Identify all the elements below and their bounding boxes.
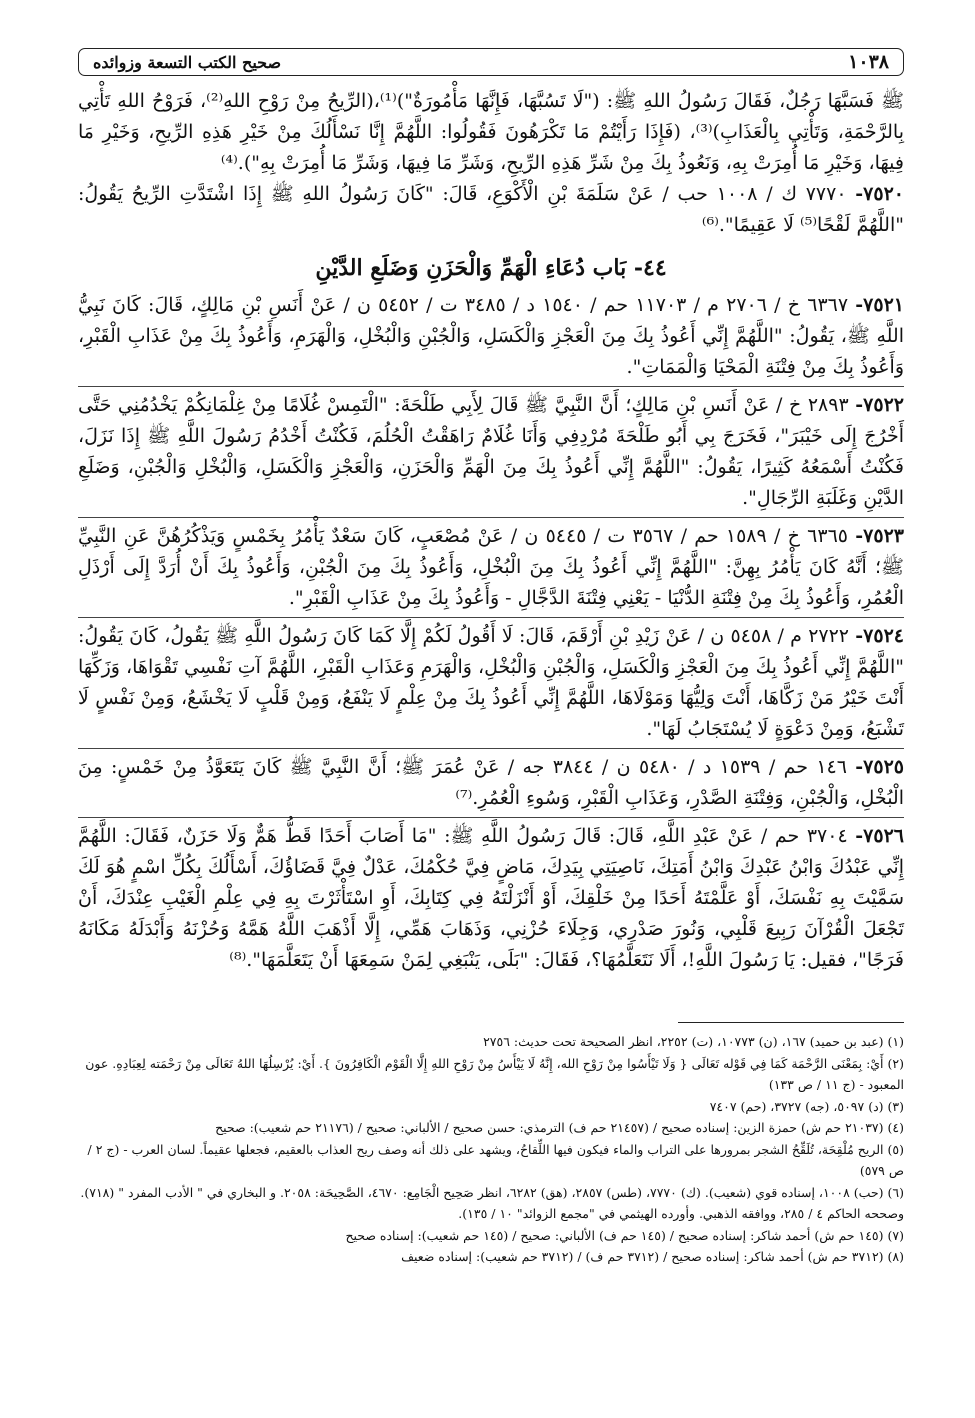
footnote-rule xyxy=(678,1022,904,1023)
hadith-number: ٧٥٢٥- xyxy=(855,756,904,778)
hadith-7526 xyxy=(78,821,904,976)
hadith-text: ٦٣٦٥ خ / ١٥٨٩ حم / ٣٥٦٧ ت / ٥٤٤٥ ن / عَنْ مُصْعَبٍ، كَانَ سَعْدٌ يَأْمُرُ بِخَمْسٍ وَيَذْكُرُهُنَّ عَنِ النَّبِيِّ ﷺ؛ أَنَّهُ كَانَ يَأْمُرُ بِهِنَّ: "اللَّهُمَّ إِنِّي أَعُوذُ بِكَ مِنَ الْبُخْلِ، وَأَعُوذُ بِكَ مِنَ الْجُبْنِ، وَأَعُوذُ بِكَ أَنْ أُرَدَّ إِلَى أَرْذَلِ الْعُمُرِ، وَأَعُوذُ بِكَ مِنْ فِتْنَةِ الدُّنْيَا - يَعْنِي فِتْنَةَ الدَّجَّالِ - وَأَعُوذُ بِكَ مِنْ عَذَابِ الْقَبْرِ". xyxy=(78,525,904,609)
hadith-7523 xyxy=(78,521,904,614)
footnotes xyxy=(78,1031,904,1268)
hadith-7520 xyxy=(78,179,904,241)
footnote-item: (٣) (د) ٥٠٩٧، (جه) ٣٧٢٧، (حم) ٧٤٠٧ xyxy=(709,1098,904,1114)
divider xyxy=(78,748,904,749)
footnote-item: (٢) أَيْ: بِمَعْنَى الرَّحْمَة كَمَا فِي قَوْله تَعَالَى { وَلَا تَيْأَسُوا مِنْ رَوْحِ الله، إِنَّهُ لَا يَيْأَسُ مِنْ رَوْحِ اللهِ إِلَّا الْقَوْم الْكَافِرُونَ }. أَيْ: يُرْسِلُهَا اللهُ تَعَالَى مِنْ رَحْمَته لِعِبَادِهِ. عون المعبود - (ج ١١ / ص ١٣٣) xyxy=(85,1055,904,1092)
hadith-text: ٢٨٩٣ خ / عَنْ أَنَسِ بْنِ مَالِكٍ؛ أَنَّ النَّبِيَّ ﷺ قَالَ لِأَبِي طَلْحَةَ: "الْتَمِسْ غُلَامًا مِنْ غِلْمَانِكُمْ يَخْدُمُنِي حَتَّى أَخْرُجَ إِلَى خَيْبَرَ"، فَخَرَجَ بِي أَبُو طَلْحَةَ مُرْدِفِي وَأَنَا غُلَامٌ رَاهَقْتُ الْحُلُمَ، فَكُنْتُ أَخْدُمُ رَسُولَ اللَّهِ ﷺ إِذَا نَزَلَ، فَكُنْتُ أَسْمَعُهُ كَثِيرًا، يَقُولُ: "اللَّهُمَّ إِنِّي أَعُوذُ بِكَ مِنَ الْهَمِّ وَالْحَزَنِ، وَالْعَجْزِ وَالْكَسَلِ، وَالْبُخْلِ وَالْجُبْنِ، وَضَلَعِ الدَّيْنِ وَغَلَبَةِ الرِّجَالِ". xyxy=(78,394,904,509)
divider xyxy=(78,817,904,818)
divider xyxy=(78,386,904,387)
hadith-text: ٦٣٦٧ خ / ٢٧٠٦ م / ١١٧٠٣ حم / ١٥٤٠ د / ٣٤٨٥ ت / ٥٤٥٢ ن / عَنْ أَنَسِ بْنِ مَالِكٍ، قَالَ: كَانَ نَبِيُّ اللَّهِ ﷺ، يَقُولُ: "اللَّهُمَّ إِنِّي أَعُوذُ بِكَ مِنَ الْعَجْزِ وَالْكَسَلِ، وَالْجُبْنِ وَالْبُخْلِ، وَالْهَرَمِ، وَأَعُوذُ بِكَ مِنْ عَذَابِ الْقَبْرِ، وَأَعُوذُ بِكَ مِنْ فِتْنَةِ الْمَحْيَا وَالْمَمَاتِ". xyxy=(78,294,904,378)
book-title: صحيح الكتب التسعة وزوائده xyxy=(93,52,282,72)
hadith-number: ٧٥٢٠- xyxy=(855,183,904,205)
hadith-text: ١٤٦ حم / ١٥٣٩ د / ٥٤٨٠ ن / ٣٨٤٤ جه / عَنْ عُمَرَ ﷺ؛ أَنَّ النَّبِيَّ ﷺ كَانَ يَتَعَوَّذُ مِنْ خَمْسٍ: مِنَ الْبُخْلِ، وَالْجُبْنِ، وَفِتْنَةِ الصَّدْرِ، وَعَذَابِ الْقَبْرِ، وَسُوءِ الْعُمُرِ.⁽⁷⁾ xyxy=(78,756,904,809)
book-page xyxy=(78,48,904,1398)
hadith-7524 xyxy=(78,621,904,745)
hadith-7521 xyxy=(78,290,904,383)
hadith-continuation: ﷺ فَسَبَّهَا رَجُلٌ، فَقَالَ رَسُولُ اللهِ ﷺ: ("لَا تَسُبَّهَا، فَإِنَّهَا مَأْمُورَةٌ")⁽¹⁾،(الرِّيحُ مِنْ رَوْحِ اللهِ⁽²⁾، فَرَوْحُ اللهِ تَأْتِي بِالرَّحْمَةِ، وَتَأْتِي بِالْعَذَابِ)⁽³⁾، (فَإِذَا رَأَيْتُمْ مَا تَكْرَهُونَ فَقُولُوا: اللَّهُمَّ إِنَّا نَسْأَلُكَ مِنْ خَيْرِ هَذِهِ الرِّيحِ، وَخَيْرِ مَا فِيهَا، وَخَيْرِ مَا أُمِرَتْ بِهِ، وَنَعُوذُ بِكَ مِنْ شَرِّ هَذِهِ الرِّيحِ، وَشَرِّ مَا فِيهَا، وَشَرِّ مَا أُمِرَتْ بِهِ").⁽⁴⁾ xyxy=(78,90,904,174)
page-header xyxy=(78,48,904,76)
hadith-text: ٢٧٢٢ م / ٥٤٥٨ ن / عَنْ زَيْدِ بْنِ أَرْقَمَ، قَالَ: لَا أَقُولُ لَكُمْ إِلَّا كَمَا كَانَ رَسُولُ اللَّهِ ﷺ يَقُولُ، كَانَ يَقُولُ: "اللَّهُمَّ إِنِّي أَعُوذُ بِكَ مِنَ الْعَجْزِ وَالْكَسَلِ، وَالْجُبْنِ وَالْبُخْلِ، وَالْهَرَمِ وَعَذَابِ الْقَبْرِ، اللَّهُمَّ آتِ نَفْسِي تَقْوَاهَا، وَزَكِّهَا أَنْتَ خَيْرُ مَنْ زَكَّاهَا، أَنْتَ وَلِيُّهَا وَمَوْلَاهَا، اللَّهُمَّ إِنِّي أَعُوذُ بِكَ مِنْ عِلْمٍ لَا يَنْفَعُ، وَمِنْ قَلْبٍ لَا يَخْشَعُ، وَمِنْ نَفْسٍ لَا تَشْبَعُ، وَمِنْ دَعْوَةٍ لَا يُسْتَجَابُ لَهَا". xyxy=(78,625,904,740)
hadith-text: ٣٧٠٤ حم / عَنْ عَبْدِ اللَّهِ، قَالَ: قَالَ رَسُولُ اللَّهِ ﷺ: "مَا أَصَابَ أَحَدًا قَطُّ هَمٌّ وَلَا حَزَنٌ، فَقَالَ: اللَّهُمَّ إِنِّي عَبْدُكَ وَابْنُ عَبْدِكَ وَابْنُ أَمَتِكَ، نَاصِيَتِي بِيَدِكَ، مَاضٍ فِيَّ حُكْمُكَ، عَدْلٌ فِيَّ قَضَاؤُكَ، أَسْأَلُكَ بِكُلِّ اسْمٍ هُوَ لَكَ سَمَّيْتَ بِهِ نَفْسَكَ، أَوْ عَلَّمْتَهُ أَحَدًا مِنْ خَلْقِكَ، أَوْ أَنْزَلْتَهُ فِي كِتَابِكَ، أَوِ اسْتَأْثَرْتَ بِهِ فِي عِلْمِ الْغَيْبِ عِنْدَكَ، أَنْ تَجْعَلَ الْقُرْآنَ رَبِيعَ قَلْبِي، وَنُورَ صَدْرِي، وَجِلَاءَ حُزْنِي، وَذَهَابَ هَمِّي، إِلَّا أَذْهَبَ اللَّهُ هَمَّهُ وَحُزْنَهُ وَأَبْدَلَهُ مَكَانَهُ فَرَجًا"، فقيل: يَا رَسُولَ اللَّهِ!، أَلَا نَتَعَلَّمُهَا؟، فَقَالَ: "بَلَى، يَنْبَغِي لِمَنْ سَمِعَهَا أَنْ يَتَعَلَّمَهَا".⁽⁸⁾ xyxy=(78,825,904,971)
footnote-item: (٦) (حب) ١٠٠٨، إسناده قوي (شعيب). (ك) ٧٧٧٠، (طس) ٢٨٥٧، (هق) ٦٢٨٢، انظر صَحِيح الْجَامِع: ٤٦٧٠، الصَّحِيحَة: ٢٠٥٨. و البخاري في " الأدب المفرد " (٧١٨). وصححه الحاكم ٤ / ٢٨٥، ووافقه الذهبي. وأورده الهيثمي في "مجمع الزوائد" ١٠ / ١٣٥). xyxy=(80,1184,904,1221)
hadith-number: ٧٥٢٣- xyxy=(855,525,904,547)
footnote-item: (٨) (٣٧١٢ حم ش) أحمد شاكر: إسناده صحيح / (٣٧١٢ حم ف) / (٣٧١٢ حم شعيب): إسناده ضعيف xyxy=(401,1249,904,1264)
footnote-item: (٥) الريح مُلْقِحَة، تُلَقِّحُ الشجر بمرورها على التراب والماء فيكون فيها اللِّقاحُ، ويشهد على ذلك أنه وصف ريح العذاب بالعقيم، فجعلها عقيماً. لسان العرب - (ج ٢ / ص ٥٧٩) xyxy=(87,1141,904,1178)
hadith-7522 xyxy=(78,390,904,514)
footnote-item: (١) (عبد بن حميد) ١٦٧، (ن) ١٠٧٧٣، (ت) ٢٢٥٢، انظر الصحيحة تحت حديث: ٢٧٥٦ xyxy=(483,1034,904,1049)
hadith-number: ٧٥٢٦- xyxy=(855,825,904,847)
hadith-text: ٧٧٧٠ ك / ١٠٠٨ حب / عَنْ سَلَمَةَ بْنِ الْأَكْوَعِ، قَالَ: "كَانَ رَسُولُ اللهِ ﷺ إِذَا اشْتَدَّتِ الرِّيحُ يَقُولُ: "اللَّهُمَّ لَقْحًا⁽⁵⁾ لَا عَقِيمًا".⁽⁶⁾ xyxy=(78,183,904,236)
page-number: ١٠٣٨ xyxy=(848,51,889,73)
divider xyxy=(78,517,904,518)
hadith-body xyxy=(78,86,904,976)
footnote-item: (٧) (١٤٥ حم ش) أحمد شاكر: إسناده صحيح / (١٤٥ حم ف) الألباني: صحيح / (١٤٥ حم شعيب): إسناده صحيح xyxy=(345,1227,904,1243)
chapter-title: ٤٤- بَاب دُعَاءِ الْهَمِّ وَالْحَزَنِ وَضَلَعِ الدَّيْنِ xyxy=(315,255,667,281)
hadith-number: ٧٥٢٢- xyxy=(855,394,904,416)
footnote-item: (٤) (٢١٠٣٧ حم ش) حمزة الزين: إسناده صحيح / (٢١٤٥٧ حم ف) الترمذي: حسن صحيح / الألباني: صحيح / (٢١١٧٦ حم شعيب): صحيح xyxy=(215,1120,904,1135)
hadith-number: ٧٥٢٤- xyxy=(855,625,904,647)
hadith-number: ٧٥٢١- xyxy=(855,294,904,316)
hadith-7525 xyxy=(78,752,904,814)
divider xyxy=(78,617,904,618)
